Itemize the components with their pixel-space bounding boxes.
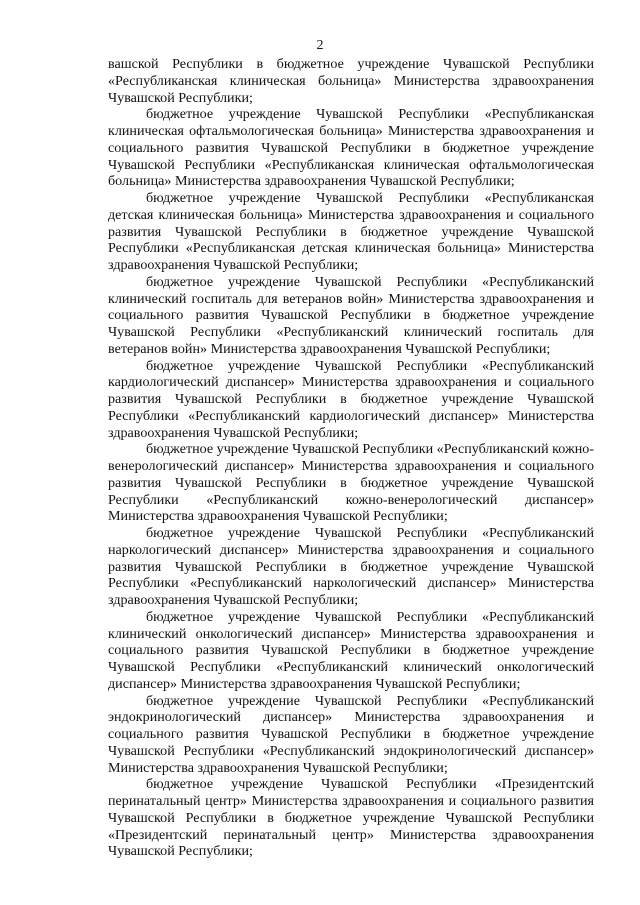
paragraph-oncology-dispensary: бюджетное учреждение Чувашской Республики «Республиканский клинический онкологический диспансер» Министерства здравоохранения и социального развития Чувашской Республики в бюджетное учреждение Чувашской Республики «Республиканский клинический онкологический диспансер» Министерства здравоохранения Чувашской Республики; [108, 608, 594, 692]
document-body [108, 56, 594, 860]
page-number: 2 [316, 38, 324, 53]
paragraph-ophthalmology-hospital: бюджетное учреждение Чувашской Республики «Республиканская клиническая офтальмологическая больница» Министерства здравоохранения и социального развития Чувашской Республики в бюджетное учреждение Чувашской Республики «Республиканская клиническая офтальмологическая больница» Министерства здравоохранения Чувашской Республики; [108, 106, 594, 190]
paragraph-perinatal-center: бюджетное учреждение Чувашской Республики «Президентский перинатальный центр» Министерства здравоохранения и социального развития Чувашской Республики в бюджетное учреждение Чувашской Республики «Президентский перинатальный центр» Министерства здравоохранения Чувашской Республики; [108, 776, 594, 860]
paragraph-veterans-hospital: бюджетное учреждение Чувашской Республики «Республиканский клинический госпиталь для ветеранов войн» Министерства здравоохранения и социального развития Чувашской Республики в бюджетное учреждение Чувашской Республики «Республиканский клинический госпиталь для ветеранов войн» Министерства здравоохранения Чувашской Республики; [108, 273, 594, 357]
paragraph-cardiology-dispensary: бюджетное учреждение Чувашской Республики «Республиканский кардиологический диспансер» Министерства здравоохранения и социального развития Чувашской Республики в бюджетное учреждение Чувашской Республики «Республиканский кардиологический диспансер» Министерства здравоохранения Чувашской Республики; [108, 357, 594, 441]
paragraph-childrens-hospital: бюджетное учреждение Чувашской Республики «Республиканская детская клиническая больница» Министерства здравоохранения и социального развития Чувашской Республики в бюджетное учреждение Чувашской Республики «Республиканская детская клиническая больница» Министерства здравоохранения Чувашской Республики; [108, 190, 594, 273]
paragraph-continuation: вашской Республики в бюджетное учреждение Чувашской Республики «Республиканская клиническая больница» Министерства здравоохранения Чувашской Республики; [108, 56, 594, 106]
paragraph-endocrinology-dispensary: бюджетное учреждение Чувашской Республики «Республиканский эндокринологический диспансер» Министерства здравоохранения и социального развития Чувашской Республики в бюджетное учреждение Чувашской Республики «Республиканский эндокринологический диспансер» Министерства здравоохранения Чувашской Республики; [108, 692, 594, 776]
paragraph-narcology-dispensary: бюджетное учреждение Чувашской Республики «Республиканский наркологический диспансер» Министерства здравоохранения и социального развития Чувашской Республики в бюджетное учреждение Чувашской Республики «Республиканский наркологический диспансер» Министерства здравоохранения Чувашской Республики; [108, 525, 594, 608]
paragraph-dermatovenereology-dispensary: бюджетное учреждение Чувашской Республики «Республиканский кожно-венерологический диспансер» Министерства здравоохранения и социального развития Чувашской Республики в бюджетное учреждение Чувашской Республики «Республиканский кожно-венерологический диспансер» Министерства здравоохранения Чувашской Республики; [108, 441, 594, 525]
